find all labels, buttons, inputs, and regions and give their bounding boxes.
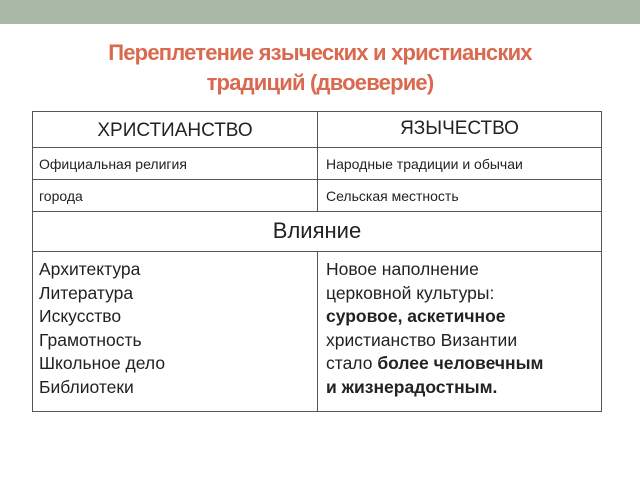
table-row — [33, 212, 602, 252]
bold-phrase: и жизнерадостным. — [326, 376, 498, 397]
list-item: Литература — [39, 282, 134, 303]
influence-header: Влияние — [33, 212, 602, 252]
cell-countryside: Сельская местность — [318, 180, 602, 212]
list-item: Искусство — [39, 306, 122, 326]
cell-official-religion: Официальная религия — [33, 148, 318, 180]
text-line: Новое наполнение — [326, 259, 479, 279]
list-item: Школьное дело — [39, 353, 166, 373]
list-item: Архитектура — [39, 259, 141, 279]
header-paganism: ЯЗЫЧЕСТВО — [318, 112, 602, 148]
text-line-bold — [326, 376, 591, 400]
table-row — [33, 148, 602, 180]
list-item: Грамотность — [39, 329, 142, 350]
top-bar — [0, 0, 640, 24]
text-line-mixed — [326, 352, 591, 376]
slide-title — [40, 38, 600, 98]
table-row — [33, 180, 602, 212]
title-line-2: традиций (двоеверие) — [206, 70, 434, 95]
table-row — [33, 112, 602, 148]
text-line: церковной культуры: — [326, 282, 495, 303]
list-item: Библиотеки — [39, 376, 134, 397]
pagan-influence-text — [318, 252, 602, 412]
text-line-bold — [326, 305, 591, 329]
bold-phrase: суровое, аскетичное — [326, 306, 506, 326]
cell-folk-traditions: Народные традиции и обычаи — [318, 148, 602, 180]
bold-phrase: более человечным — [377, 353, 544, 373]
text-line: христианство Византии — [326, 329, 518, 350]
header-christianity: ХРИСТИАНСТВО — [33, 112, 318, 148]
cell-cities: города — [33, 180, 318, 212]
text-fragment: стало — [326, 353, 378, 373]
comparison-table — [32, 111, 602, 412]
table-row — [33, 252, 602, 412]
christian-influence-list — [33, 252, 318, 412]
title-line-1: Переплетение языческих и христианских — [108, 40, 532, 65]
